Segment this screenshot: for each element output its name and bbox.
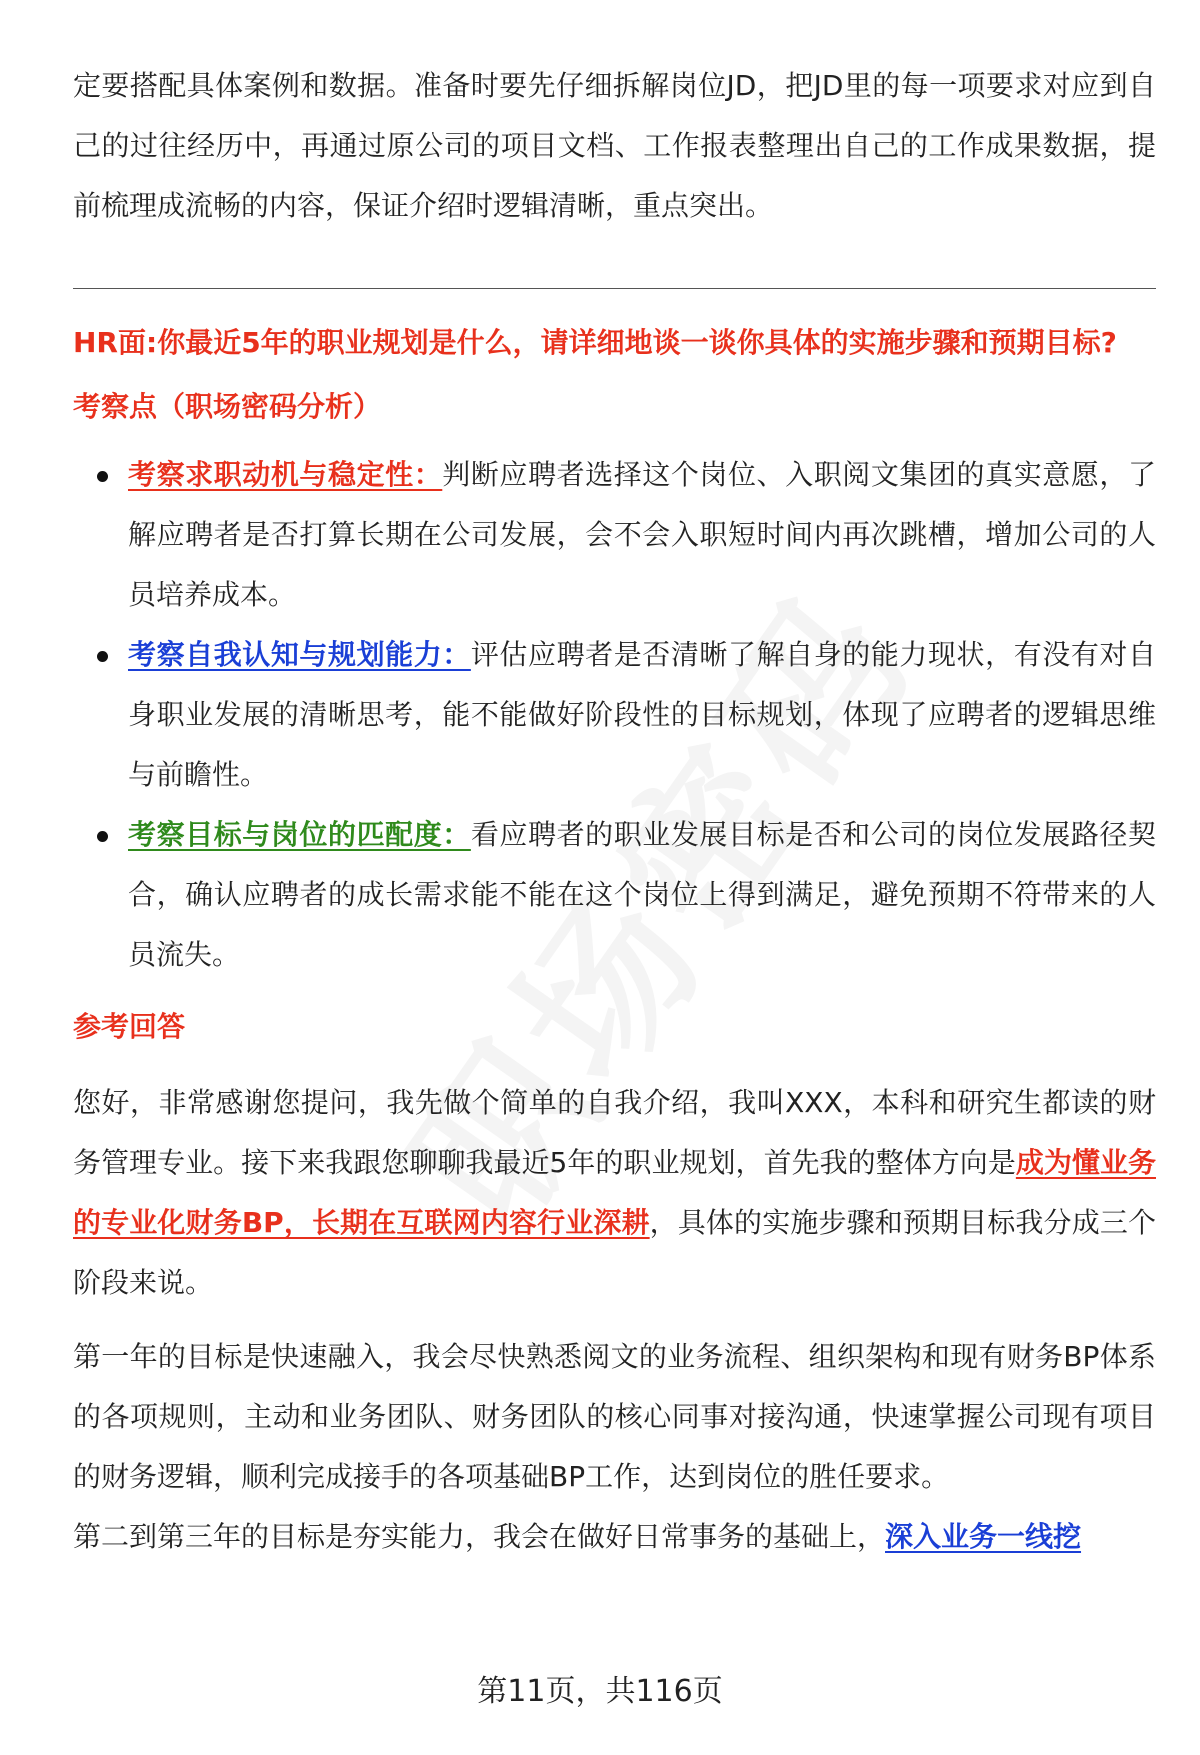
point-term: 考察求职动机与稳定性：: [128, 458, 443, 491]
answer-paragraph-2: 第一年的目标是快速融入，我会尽快熟悉阅文的业务流程、组织架构和现有财务BP体系的各项规则，主动和业务团队、财务团队的核心同事对接沟通，快速掌握公司现有项目的财务逻辑，顺利完成接手的各项基础BP工作，达到岗位的胜任要求。: [73, 1340, 1156, 1493]
answer-text: ，具体的实施步骤和预期目标我分成三个阶段来说。: [73, 1206, 1156, 1299]
point-item: [73, 445, 1156, 625]
page-number: 第11页，共116页: [477, 1674, 723, 1709]
bullet-icon: [97, 651, 108, 662]
answer-text: 您好，非常感谢您提问，我先做个简单的自我介绍，我叫XXX，本科和研究生都读的财务管理专业。接下来我跟您聊聊我最近5年的职业规划，首先我的整体方向是: [73, 1086, 1156, 1179]
point-text: 评估应聘者是否清晰了解自身的能力现状，有没有对自身职业发展的清晰思考，能不能做好阶段性的目标规划，体现了应聘者的逻辑思维与前瞻性。: [128, 638, 1156, 791]
point-item: [73, 625, 1156, 805]
answer-heading: 参考回答: [73, 1010, 186, 1043]
answer-text: 第二到第三年的目标是夯实能力，我会在做好日常事务的基础上，: [73, 1520, 886, 1553]
intro-paragraph: 定要搭配具体案例和数据。准备时要先仔细拆解岗位JD，把JD里的每一项要求对应到自己的过往经历中，再通过原公司的项目文档、工作报表整理出自己的工作成果数据，提前梳理成流畅的内容，保证介绍时逻辑清晰，重点突出。: [73, 69, 1156, 222]
answer-highlight: 深入业务一线挖: [885, 1520, 1082, 1553]
point-item: [73, 805, 1156, 985]
point-text: 看应聘者的职业发展目标是否和公司的岗位发展路径契合，确认应聘者的成长需求能不能在这个岗位上得到满足，避免预期不符带来的人员流失。: [128, 818, 1156, 971]
point-term: 考察目标与岗位的匹配度：: [128, 818, 471, 851]
section-divider: [73, 288, 1156, 289]
point-term: 考察自我认知与规划能力：: [128, 638, 471, 671]
bullet-icon: [97, 471, 108, 482]
points-list: [73, 445, 1156, 985]
answer-paragraph-1: [73, 1073, 1156, 1313]
bullet-icon: [97, 831, 108, 842]
point-text: 判断应聘者选择这个岗位、入职阅文集团的真实意愿，了解应聘者是否打算长期在公司发展，会不会入职短时间内再次跳槽，增加公司的人员培养成本。: [128, 458, 1156, 611]
page-content: [73, 56, 1156, 1567]
points-heading: 考察点（职场密码分析）: [73, 390, 382, 423]
answer-highlight: 成为懂业务的专业化财务BP，长期在互联网内容行业深耕: [73, 1146, 1156, 1239]
interview-question: HR面:你最近5年的职业规划是什么，请详细地谈一谈你具体的实施步骤和预期目标?: [73, 326, 1117, 359]
answer-paragraph-3: [73, 1507, 1156, 1567]
